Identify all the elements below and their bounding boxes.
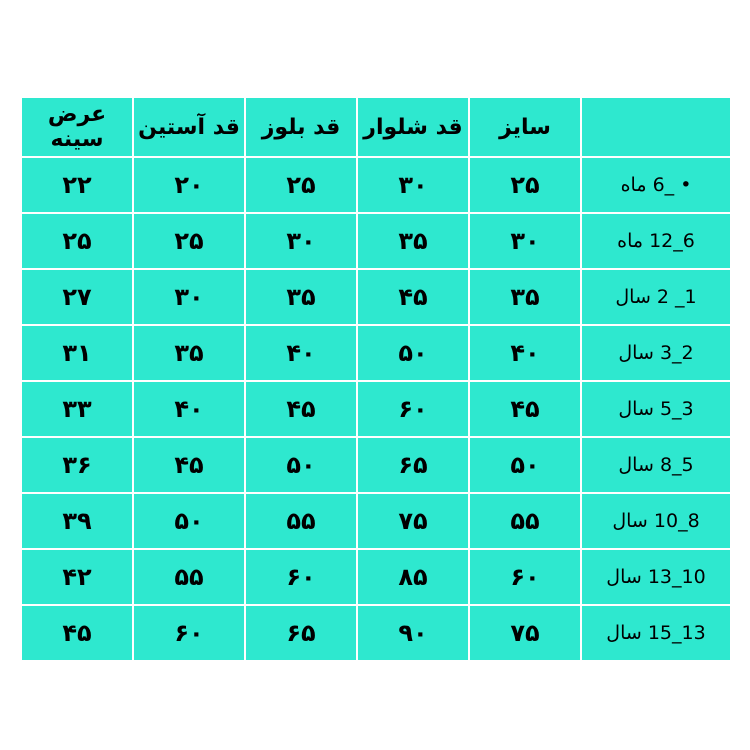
cell-size: ۵۰ <box>469 437 581 493</box>
table-header-row <box>21 97 731 157</box>
cell-sleeve-length: ۲۰ <box>133 157 245 213</box>
table-row <box>21 381 731 437</box>
cell-pants-length: ۳۵ <box>357 213 469 269</box>
cell-age: 3_5 سال <box>581 381 731 437</box>
table-body <box>21 157 731 661</box>
cell-chest-width: ۳۶ <box>21 437 133 493</box>
cell-pants-length: ۴۵ <box>357 269 469 325</box>
cell-chest-width: ۳۳ <box>21 381 133 437</box>
cell-sleeve-length: ۴۵ <box>133 437 245 493</box>
cell-pants-length: ۶۰ <box>357 381 469 437</box>
cell-pants-length: ۳۰ <box>357 157 469 213</box>
table-row <box>21 493 731 549</box>
cell-blouse-length: ۴۰ <box>245 325 357 381</box>
cell-sleeve-length: ۳۰ <box>133 269 245 325</box>
cell-pants-length: ۵۰ <box>357 325 469 381</box>
cell-size: ۵۵ <box>469 493 581 549</box>
cell-chest-width: ۲۵ <box>21 213 133 269</box>
cell-blouse-length: ۵۵ <box>245 493 357 549</box>
cell-sleeve-length: ۵۰ <box>133 493 245 549</box>
table-row <box>21 213 731 269</box>
cell-sleeve-length: ۳۵ <box>133 325 245 381</box>
cell-age: 13_15 سال <box>581 605 731 661</box>
size-chart-container <box>20 96 730 662</box>
cell-pants-length: ۸۵ <box>357 549 469 605</box>
column-header-chest-width: عرض سینه <box>21 97 133 157</box>
cell-pants-length: ۶۵ <box>357 437 469 493</box>
cell-sleeve-length: ۲۵ <box>133 213 245 269</box>
cell-blouse-length: ۶۰ <box>245 549 357 605</box>
table-row <box>21 269 731 325</box>
cell-blouse-length: ۳۵ <box>245 269 357 325</box>
cell-pants-length: ۷۵ <box>357 493 469 549</box>
cell-size: ۳۵ <box>469 269 581 325</box>
cell-chest-width: ۳۹ <box>21 493 133 549</box>
cell-chest-width: ۴۵ <box>21 605 133 661</box>
table-header <box>21 97 731 157</box>
cell-size: ۲۵ <box>469 157 581 213</box>
cell-age: 5_8 سال <box>581 437 731 493</box>
table-row <box>21 157 731 213</box>
table-row <box>21 549 731 605</box>
cell-chest-width: ۲۷ <box>21 269 133 325</box>
cell-blouse-length: ۲۵ <box>245 157 357 213</box>
cell-sleeve-length: ۶۰ <box>133 605 245 661</box>
table-row <box>21 605 731 661</box>
cell-age: 8_10 سال <box>581 493 731 549</box>
table-row <box>21 325 731 381</box>
cell-blouse-length: ۶۵ <box>245 605 357 661</box>
cell-age: 10_13 سال <box>581 549 731 605</box>
cell-size: ۴۰ <box>469 325 581 381</box>
cell-sleeve-length: ۵۵ <box>133 549 245 605</box>
cell-size: ۷۵ <box>469 605 581 661</box>
cell-chest-width: ۳۱ <box>21 325 133 381</box>
table-row <box>21 437 731 493</box>
cell-size: ۶۰ <box>469 549 581 605</box>
column-header-size: سایز <box>469 97 581 157</box>
cell-blouse-length: ۳۰ <box>245 213 357 269</box>
column-header-pants-length: قد شلوار <box>357 97 469 157</box>
column-header-blouse-length: قد بلوز <box>245 97 357 157</box>
cell-chest-width: ۴۲ <box>21 549 133 605</box>
cell-age: 6_12 ماه <box>581 213 731 269</box>
cell-size: ۴۵ <box>469 381 581 437</box>
cell-size: ۳۰ <box>469 213 581 269</box>
cell-sleeve-length: ۴۰ <box>133 381 245 437</box>
column-header-sleeve-length: قد آستین <box>133 97 245 157</box>
column-header-age <box>581 97 731 157</box>
cell-age: 2_3 سال <box>581 325 731 381</box>
cell-blouse-length: ۵۰ <box>245 437 357 493</box>
cell-age: 1_ 2 سال <box>581 269 731 325</box>
cell-age: • _6 ماه <box>581 157 731 213</box>
cell-pants-length: ۹۰ <box>357 605 469 661</box>
cell-blouse-length: ۴۵ <box>245 381 357 437</box>
size-chart-table <box>20 96 732 662</box>
cell-chest-width: ۲۲ <box>21 157 133 213</box>
